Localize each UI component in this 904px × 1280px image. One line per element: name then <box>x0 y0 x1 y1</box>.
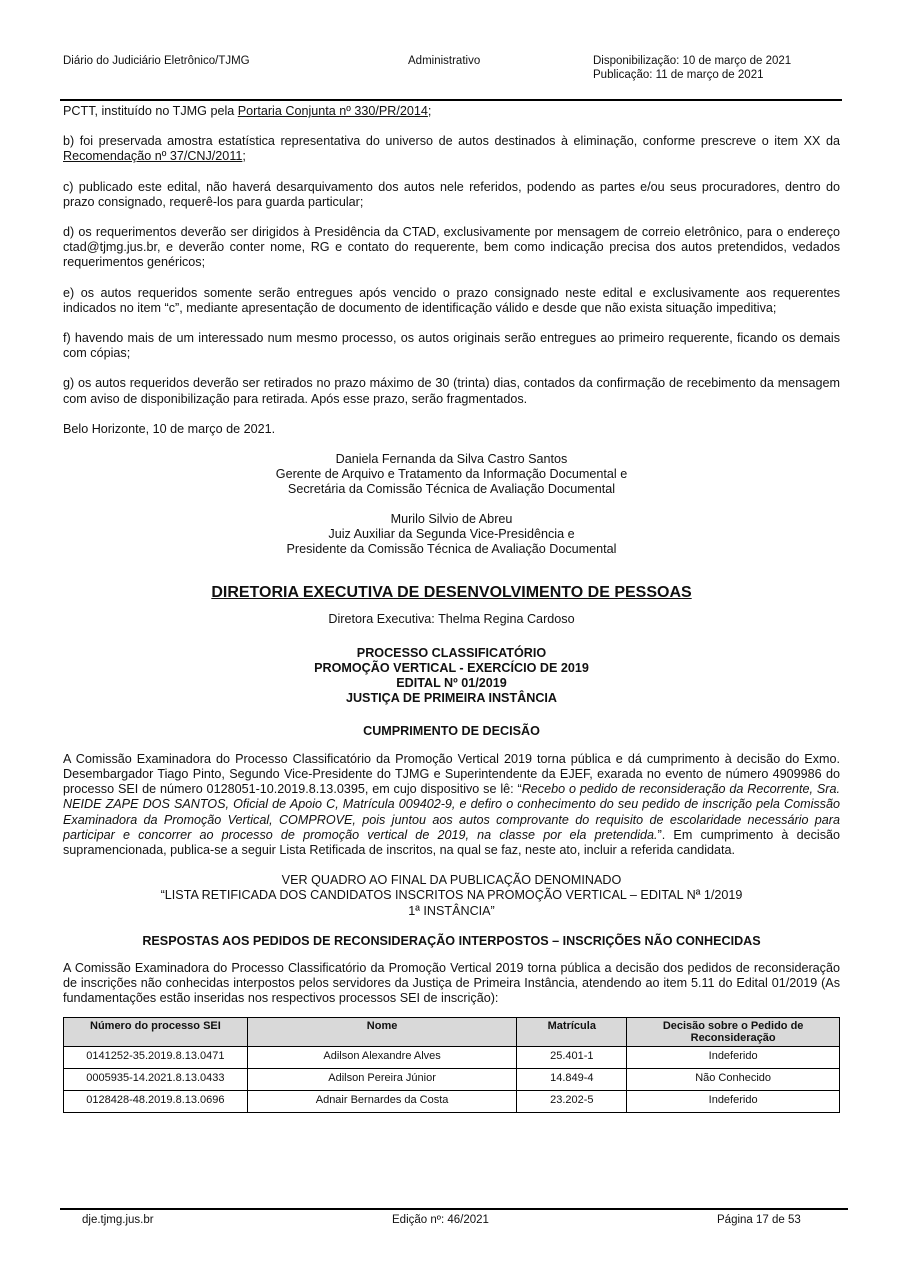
text: PCTT, instituído no TJMG pela <box>63 104 238 118</box>
recomendacao-link[interactable]: Recomendação nº 37/CNJ/2011 <box>63 149 243 164</box>
table-cell: 0128428-48.2019.8.13.0696 <box>64 1090 248 1112</box>
table-cell: 14.849-4 <box>517 1068 627 1090</box>
see-table-notice <box>63 873 840 919</box>
text: ”. Em cumprimento à decisão supramencionada, publica-se a seguir Lista Retificada de inscritos, na qual se faz, neste ato, incluir a referida candidata. <box>63 827 841 857</box>
footer-divider <box>60 1208 848 1210</box>
signer-name: Murilo Silvio de Abreu <box>390 511 513 526</box>
header-availability-date: Disponibilização: 10 de março de 2021 <box>593 55 792 67</box>
process-line: EDITAL Nº 01/2019 <box>396 676 507 691</box>
table-row <box>64 1046 840 1068</box>
table-cell: Adnair Bernardes da Costa <box>247 1090 517 1112</box>
process-line: JUSTIÇA DE PRIMEIRA INSTÂNCIA <box>345 691 558 706</box>
paragraph-pctt <box>63 104 840 119</box>
table-cell: 0141252-35.2019.8.13.0471 <box>64 1046 248 1068</box>
table-row <box>64 1090 840 1112</box>
table-cell: Indeferido <box>627 1090 840 1112</box>
text: b) foi preservada amostra estatística representativa do universo de autos destinados à eliminação, conforme prescreve o item XX da <box>63 134 840 149</box>
cumprimento-paragraph <box>63 752 840 858</box>
paragraph-c: c) publicado este edital, não haverá desarquivamento dos autos nele referidos, podendo as partes e/ou seus procuradores, dentro do prazo consignado, requerê-los para guarda particular; <box>63 179 840 209</box>
paragraph-g: g) os autos requeridos deverão ser retirados no prazo máximo de 30 (trinta) dias, contados da confirmação de recebimento da mensagem com aviso de disponibilização para retirada. Após esse prazo, serão fragmentados. <box>63 376 840 406</box>
signer-name: Daniela Fernanda da Silva Castro Santos <box>335 452 568 467</box>
notice-line: 1ª INSTÂNCIA” <box>408 903 495 918</box>
portaria-link[interactable]: Portaria Conjunta nº 330/PR/2014 <box>237 104 428 118</box>
header-divider <box>60 99 842 101</box>
quoted-decision: Recebo o pedido de reconsideração da Recorrente, Sra. NEIDE ZAPE DOS SANTOS, Oficial de Apoio C, Matrícula 009402-9, e defiro o conhecimento do seu pedido de inscrição pela Comissão Examinadora da Promoção Vertical, COMPROVE, pois juntou aos autos comprovante do requisito de escolaridade necessário para participar e concorrer ao processo de promoção vertical de 2019, na classe por ela pretendida. <box>63 782 840 842</box>
column-header: Nome <box>247 1017 517 1046</box>
footer-site: dje.tjmg.jus.br <box>82 1214 154 1226</box>
executive-director: Diretora Executiva: Thelma Regina Cardoso <box>328 612 575 627</box>
column-header: Matrícula <box>517 1017 627 1046</box>
table-cell: Adilson Pereira Júnior <box>247 1068 517 1090</box>
header-section: Administrativo <box>408 55 481 67</box>
place-date: Belo Horizonte, 10 de março de 2021. <box>63 421 276 436</box>
header-journal-name: Diário do Judiciário Eletrônico/TJMG <box>63 55 250 67</box>
respostas-paragraph: A Comissão Examinadora do Processo Classificatório da Promoção Vertical 2019 torna pública a decisão dos pedidos de reconsideração de inscrições não conhecidas interpostos pelos servidores da Justiça de Primeira Instância, atendendo ao item 5.11 do Edital 01/2019 (As fundamentações estão inseridas nos respectivos processos SEI de inscrição): <box>63 960 840 1006</box>
document-body <box>63 104 840 1113</box>
column-header: Decisão sobre o Pedido de Reconsideração <box>627 1017 840 1046</box>
table-cell: 25.401-1 <box>517 1046 627 1068</box>
signer-role: Juiz Auxiliar da Segunda Vice-Presidência e <box>328 526 575 541</box>
footer-page-number: Página 17 de 53 <box>717 1214 801 1226</box>
signature-block-1 <box>63 452 840 498</box>
signature-block-2 <box>63 512 840 558</box>
table-cell: 23.202-5 <box>517 1090 627 1112</box>
signer-role: Secretária da Comissão Técnica de Avaliação Documental <box>287 482 616 497</box>
respostas-title: RESPOSTAS AOS PEDIDOS DE RECONSIDERAÇÃO INTERPOSTOS – INSCRIÇÕES NÃO CONHECIDAS <box>142 933 761 948</box>
table-cell: Indeferido <box>627 1046 840 1068</box>
table-row <box>64 1068 840 1090</box>
text: ; <box>427 104 432 118</box>
notice-line: VER QUADRO AO FINAL DA PUBLICAÇÃO DENOMINADO <box>281 873 622 888</box>
process-line: PROCESSO CLASSIFICATÓRIO <box>356 645 547 660</box>
header-publication-date: Publicação: 11 de março de 2021 <box>593 69 764 81</box>
paragraph-f: f) havendo mais de um interessado num mesmo processo, os autos originais serão entregues ao primeiro requerente, ficando os demais com cópias; <box>63 331 840 361</box>
process-heading <box>63 646 840 707</box>
column-header: Número do processo SEI <box>64 1017 248 1046</box>
table-cell: 0005935-14.2021.8.13.0433 <box>64 1068 248 1090</box>
signer-role: Presidente da Comissão Técnica de Avaliação Documental <box>286 542 617 557</box>
table-header-row <box>64 1017 840 1046</box>
table-cell: Não Conhecido <box>627 1068 840 1090</box>
footer-edition: Edição nº: 46/2021 <box>392 1214 489 1226</box>
cumprimento-title: CUMPRIMENTO DE DECISÃO <box>363 724 540 739</box>
reconsideration-table <box>63 1017 840 1113</box>
section-title: DIRETORIA EXECUTIVA DE DESENVOLVIMENTO DE PESSOAS <box>211 584 692 602</box>
paragraph-b <box>63 134 840 164</box>
text: A Comissão Examinadora do Processo Classificatório da Promoção Vertical 2019 torna pública e dá cumprimento à decisão do Exmo. Desembargador Tiago Pinto, Segundo Vice-Presidente do TJMG e Superintendente da EJEF, exarada no evento de número 4909986 do processo SEI de número 0128051-10.2019.8.13.0395, em cujo dispositivo se lê: “ <box>63 751 840 797</box>
header-dates <box>593 54 791 82</box>
paragraph-d: d) os requerimentos deverão ser dirigidos à Presidência da CTAD, exclusivamente por mensagem de correio eletrônico, para o endereço ctad@tjmg.jus.br, e deverão conter nome, RG e contato do requerente, bem como indicação precisa dos autos pretendidos, vedados requerimentos genéricos; <box>63 225 840 270</box>
paragraph-e: e) os autos requeridos somente serão entregues após vencido o prazo consignado neste edital e exclusivamente aos requerentes indicados no item “c”, mediante apresentação de documento de identificação válido e desde que não exista situação impeditiva; <box>63 285 840 315</box>
table-cell: Adilson Alexandre Alves <box>247 1046 517 1068</box>
process-line: PROMOÇÃO VERTICAL - EXERCÍCIO DE 2019 <box>314 660 589 675</box>
text: ; <box>242 149 246 164</box>
notice-line: “LISTA RETIFICADA DOS CANDIDATOS INSCRITOS NA PROMOÇÃO VERTICAL – EDITAL Nª 1/2019 <box>160 888 743 903</box>
signer-role: Gerente de Arquivo e Tratamento da Informação Documental e <box>275 467 628 482</box>
